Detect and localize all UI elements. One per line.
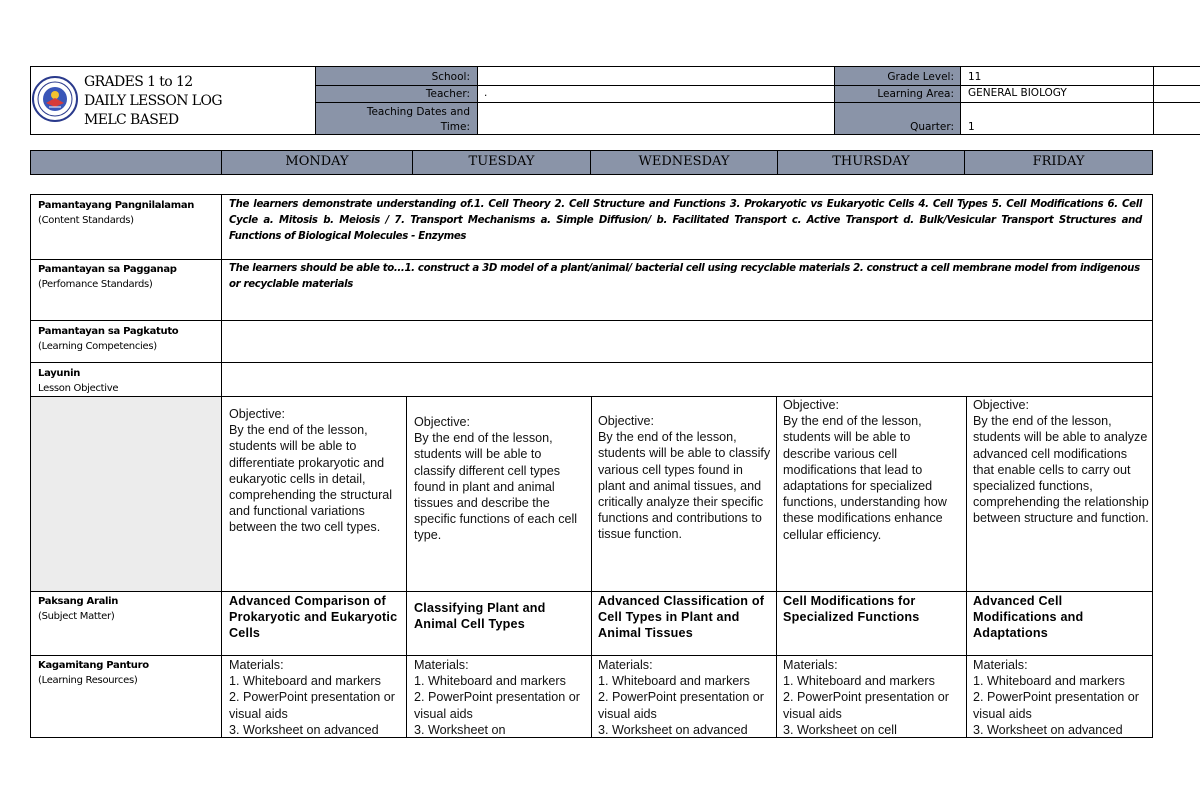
- header-row-divider-1: [316, 85, 1200, 86]
- lesson-objective-label-main: Layunin: [38, 368, 81, 379]
- title-block: [84, 73, 314, 130]
- grid-right-border: [1152, 194, 1153, 738]
- header-left-border: [30, 66, 31, 135]
- resources-monday: Materials: 1. Whiteboard and markers 2. PowerPoint presentation or visual aids 3. Worksheet on advanced: [229, 658, 395, 737]
- resources-friday: Materials: 1. Whiteboard and markers 2. PowerPoint presentation or visual aids 3. Worksheet on advanced: [973, 658, 1139, 737]
- subject-matter-label-main: Paksang Aralin: [38, 596, 119, 607]
- grid-day-divider-3: [776, 396, 777, 738]
- objective-tuesday: Objective: By the end of the lesson, students will be able to classify different cell types found in plant and animal tissues and describe the specific functions of each cell type.: [414, 415, 578, 543]
- title-line-3: MELC BASED: [84, 112, 179, 128]
- learning-resources-label-sub: (Learning Resources): [38, 675, 138, 686]
- teacher-value[interactable]: .: [484, 87, 488, 99]
- day-wednesday: WEDNESDAY: [638, 154, 730, 169]
- day-monday: MONDAY: [285, 154, 349, 169]
- title-line-2: DAILY LESSON LOG: [84, 93, 222, 109]
- learning-competencies-label-main: Pamantayan sa Pagkatuto: [38, 326, 179, 337]
- resources-thursday: Materials: 1. Whiteboard and markers 2. PowerPoint presentation or visual aids 3. Worksheet on cell: [783, 658, 949, 737]
- performance-standards-label-main: Pamantayan sa Pagganap: [38, 264, 177, 275]
- header-col-divider-4: [960, 66, 961, 135]
- objective-friday: Objective: By the end of the lesson, students will be able to analyze advanced cell modifications that enable cells to carry out specialized functions, comprehending the relationship between structure and function.: [973, 398, 1149, 526]
- lesson-objective-label-sub: Lesson Objective: [38, 383, 119, 394]
- content-standards-label-sub: (Content Standards): [38, 215, 134, 226]
- school-label: School:: [431, 71, 470, 83]
- objective-thursday: Objective: By the end of the lesson, students will be able to describe various cell modifications that lead to adaptations for specialized functions, understanding how these modifications enhance cellular efficiency.: [783, 398, 947, 542]
- grid-row-divider-2: [30, 320, 1153, 321]
- subject-wednesday: Advanced Classification of Cell Types in Plant and Animal Tissues: [598, 594, 765, 641]
- subject-matter-label: [38, 594, 218, 624]
- learning-resources-label: [38, 658, 218, 688]
- objective-label-shade: [31, 397, 221, 591]
- learning-competencies-label: [38, 324, 218, 354]
- subject-friday: Advanced Cell Modifications and Adaptations: [973, 594, 1084, 641]
- lesson-objective-label: [38, 366, 218, 396]
- grid-top-border: [30, 194, 1153, 195]
- objective-wednesday: Objective: By the end of the lesson, students will be able to classify various cell types found in plant and animal tissues, and critically analyze their specific functions and contributions to tissue function.: [598, 414, 771, 542]
- grid-left-border: [30, 194, 31, 738]
- deped-seal-icon: [32, 76, 78, 122]
- header-col-divider-5: [1153, 66, 1154, 135]
- content-standards-label: [38, 198, 218, 228]
- grid-day-divider-4: [966, 396, 967, 738]
- grade-level-label: Grade Level:: [887, 71, 954, 83]
- days-bottom-border: [30, 174, 1153, 175]
- days-top-border: [30, 150, 1153, 151]
- header-col-divider-1: [315, 66, 316, 135]
- grid-label-divider: [221, 194, 222, 738]
- header-top-border: [30, 66, 1200, 67]
- subject-monday: Advanced Comparison of Prokaryotic and Eukaryotic Cells: [229, 594, 398, 641]
- day-thursday: THURSDAY: [832, 154, 910, 169]
- performance-standards-label: [38, 262, 218, 292]
- learning-area-label: Learning Area:: [877, 88, 954, 100]
- subject-matter-label-sub: (Subject Matter): [38, 611, 115, 622]
- days-divider-0: [30, 150, 31, 175]
- learning-area-value[interactable]: GENERAL BIOLOGY: [968, 87, 1067, 99]
- objective-monday: Objective: By the end of the lesson, students will be able to differentiate prokaryotic and eukaryotic cells in detail, comprehending the structural and functional variations between the two cell types.: [229, 407, 393, 535]
- quarter-label: Quarter:: [910, 121, 954, 133]
- day-friday: FRIDAY: [1032, 154, 1085, 169]
- header-row-divider-2: [316, 102, 1200, 103]
- dates-label-line-1: Teaching Dates and: [366, 106, 470, 118]
- grid-day-divider-2: [591, 396, 592, 738]
- content-standards-text: The learners demonstrate understanding of.1. Cell Theory 2. Cell Structure and Functions 3. Prokaryotic vs Eukaryotic Cells 4. Cell Types 5. Cell Modifications 6. Cell Cycle a. Mitosis b. Meiosis / 7. Transport Mechanisms a. Simple Diffusion/ b. Facilitated Transport c. Active Transport d. Bulk/Vesicular Transport Structures and Functions of Biological Molecules - Enzymes: [229, 199, 1142, 242]
- resources-wednesday: Materials: 1. Whiteboard and markers 2. PowerPoint presentation or visual aids 3. Worksheet on advanced: [598, 658, 764, 737]
- grid-row-divider-1: [30, 259, 1153, 260]
- dates-label-line-2: Time:: [440, 121, 470, 133]
- header-col-divider-2: [477, 66, 478, 135]
- performance-standards-text: The learners should be able to...1. construct a 3D model of a plant/animal/ bacterial cell using recyclable materials 2. construct a cell membrane model from indigenous or recyclable materials: [229, 263, 1140, 290]
- header-col-divider-3: [834, 66, 835, 135]
- learning-competencies-label-sub: (Learning Competencies): [38, 341, 157, 352]
- title-line-1: GRADES 1 to 12: [84, 74, 193, 90]
- day-tuesday: TUESDAY: [468, 154, 535, 169]
- subject-tuesday: Classifying Plant and Animal Cell Types: [414, 601, 546, 632]
- days-divider-6: [1152, 150, 1153, 175]
- teacher-label: Teacher:: [425, 88, 470, 100]
- content-standards-label-main: Pamantayang Pangnilalaman: [38, 200, 195, 211]
- grade-level-value[interactable]: 11: [968, 71, 982, 83]
- quarter-value[interactable]: 1: [968, 121, 975, 133]
- header-bottom-border: [30, 134, 1200, 135]
- grid-row-divider-3: [30, 362, 1153, 363]
- learning-resources-label-main: Kagamitang Panturo: [38, 660, 149, 671]
- performance-standards-label-sub: (Perfomance Standards): [38, 279, 153, 290]
- resources-tuesday: Materials: 1. Whiteboard and markers 2. PowerPoint presentation or visual aids 3. Worksheet on: [414, 658, 580, 737]
- subject-thursday: Cell Modifications for Specialized Functions: [783, 594, 920, 625]
